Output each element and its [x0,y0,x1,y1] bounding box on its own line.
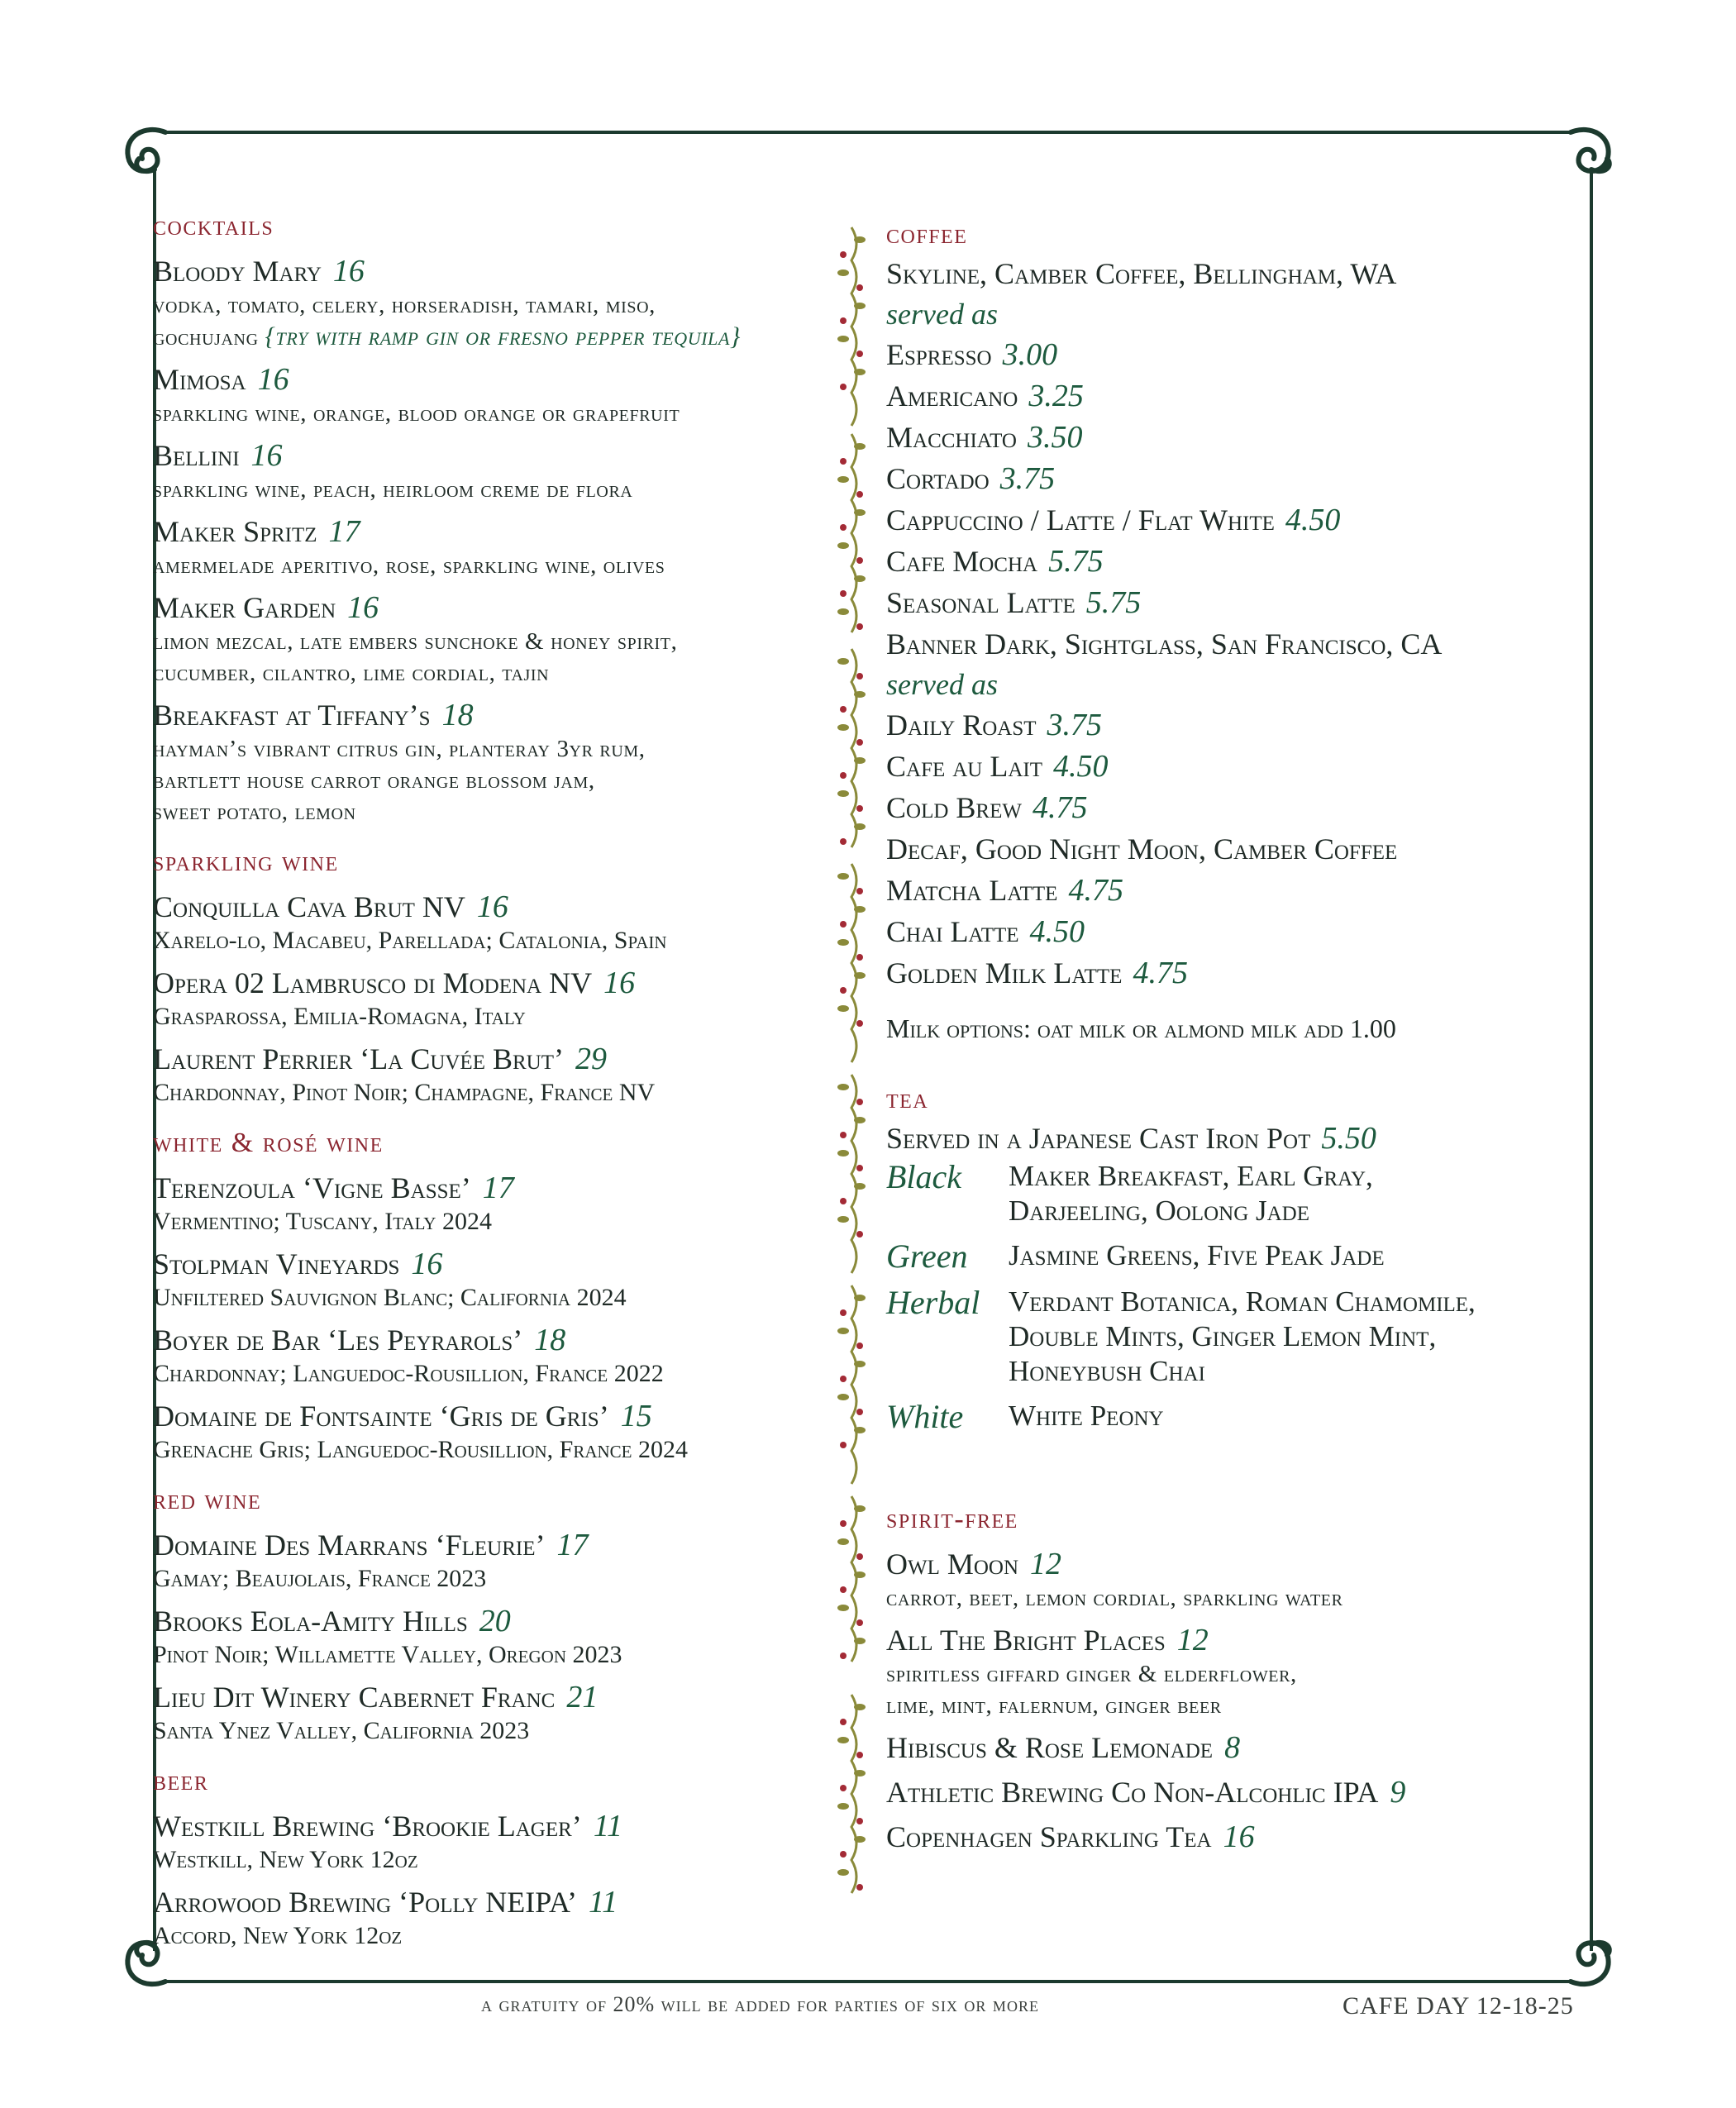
tea-varieties: Darjeeling, Oolong Jade [1009,1195,1309,1227]
item-price: 17 [556,1528,589,1562]
menu-item [153,513,839,581]
item-name: Brooks Eola-Amity Hills [153,1605,468,1638]
vine-berry [840,1198,847,1204]
item-name: Westkill Brewing ‘Brookie Lager’ [153,1810,582,1843]
vine-leaf [854,236,866,243]
vine-leaf [854,1770,866,1777]
served-as-label: served as [886,298,998,331]
drink-price: 4.50 [1029,914,1085,949]
item-name: Bloody Mary [153,255,322,288]
vine-stem [851,649,856,847]
item-description: gochujang [153,324,259,351]
vine-berry [840,1653,847,1659]
vine-leaf [854,509,866,516]
menu-item [153,1603,839,1671]
vine-leaf [854,1505,866,1512]
vine-berry [856,739,863,746]
item-price: 12 [1176,1623,1209,1657]
vine-berry [856,1884,863,1891]
drink-price: 4.50 [1053,749,1109,784]
vine-leaf [854,1295,866,1301]
item-name: Hibiscus & Rose Lemonade [886,1731,1214,1764]
vine-berry [840,1132,847,1138]
drink-price: 3.25 [1028,379,1084,413]
menu-item [153,589,839,689]
item-price: 16 [476,889,508,924]
vine-berry [840,1851,847,1858]
vine-leaf [854,823,866,830]
section-title-red-wine: red wine [153,1485,262,1515]
section-title-coffee: coffee [886,219,968,250]
item-price: 16 [1223,1819,1255,1854]
vine-stem [851,434,856,632]
item-description: Gamay; Beaujolais, France 2023 [153,1565,487,1592]
item-price: 16 [257,362,289,397]
item-name: Breakfast at Tiffany’s [153,699,431,732]
served-as-label: served as [886,668,998,701]
vine-leaf [837,1394,849,1400]
tea-type: Herbal [886,1284,980,1321]
vine-berry [856,888,863,894]
coffee-drink [886,582,1630,623]
item-name: Opera 02 Lambrusco di Modena NV [153,966,593,999]
item-name: Maker Garden [153,591,336,624]
tea-row [886,1399,1630,1435]
drink-name: Matcha Latte [886,874,1058,907]
drink-name: Daily Roast [886,708,1037,742]
menu-item [153,1398,839,1466]
vine-leaf [837,1803,849,1810]
menu-item [886,1729,1630,1766]
item-description: cucumber, cilantro, lime cordial, tajin [153,660,550,686]
item-description: sparkling wine, peach, heirloom creme de flora [153,476,633,503]
vine-leaf [854,443,866,450]
vine-leaf [837,336,849,342]
item-price: 29 [575,1042,607,1076]
section-title-tea: tea [886,1084,929,1114]
milk-options: Milk options: oat milk or almond milk add 1.00 [886,1013,1396,1043]
item-description: Accord, New York 12oz [153,1922,403,1949]
drink-name: Cold Brew [886,791,1022,824]
vine-stem [851,1285,856,1484]
vine-berry [840,706,847,713]
vine-berry [856,491,863,498]
vine-berry [856,284,863,291]
vine-berry [840,987,847,994]
item-name: Stolpman Vineyards [153,1247,400,1281]
item-price: 21 [566,1680,599,1715]
vine-berry [840,458,847,465]
tea-varieties: Honeybush Chai [1009,1355,1205,1387]
vine-berry [856,1020,863,1027]
vine-leaf [837,542,849,549]
tea-varieties: Verdant Botanica, Roman Chamomile, [1009,1285,1476,1318]
item-name: Owl Moon [886,1548,1019,1581]
item-price: 16 [347,590,379,625]
tea-varieties: Jasmine Greens, Five Peak Jade [1009,1239,1385,1271]
drink-price: 4.75 [1032,790,1088,825]
vine-stem [851,1695,856,1893]
vine-leaf [837,939,849,946]
item-name: Copenhagen Sparkling Tea [886,1820,1212,1853]
item-price: 16 [250,438,283,473]
vine-leaf [854,1117,866,1123]
vine-berry [840,524,847,531]
tea-price: 5.50 [1321,1121,1376,1156]
menu-item [886,1622,1630,1721]
drink-price: 4.50 [1285,503,1341,537]
menu-item [153,361,839,429]
item-name: Arrowood Brewing ‘Polly NEIPA’ [153,1886,577,1919]
item-price: 12 [1030,1547,1062,1581]
decaf-line: Decaf, Good Night Moon, Camber Coffee [886,832,1398,866]
tea-served: Served in a Japanese Cast Iron Pot [886,1122,1311,1155]
item-description: Westkill, New York 12oz [153,1846,418,1873]
vine-berry [856,1343,863,1349]
vine-berry [856,1752,863,1758]
vine-berry [840,1719,847,1725]
corner-scroll-top-right [1571,130,1610,171]
section-title-spirit-free: spirit-free [886,1504,1018,1534]
tea-row [886,1238,1630,1275]
vine-leaf [837,1538,849,1545]
drink-name: Cappuccino / Latte / Flat White [886,503,1275,537]
item-price: 16 [332,254,365,289]
vine-leaf [854,1361,866,1367]
vine-leaf [837,1869,849,1876]
vine-berry [856,1099,863,1105]
menu-item [153,1808,839,1876]
vine-berry [840,838,847,845]
vine-berry [840,251,847,258]
item-price: 16 [411,1247,443,1281]
item-name: All The Bright Places [886,1624,1166,1657]
vine-berry [840,384,847,390]
drink-price: 5.75 [1048,544,1104,579]
vine-berry [840,921,847,928]
drink-name: Macchiato [886,421,1017,454]
menu-item [153,1170,839,1238]
vine-leaf [854,1638,866,1644]
item-description: Pinot Noir; Willamette Valley, Oregon 2023 [153,1641,622,1668]
vine-divider-ornament [837,227,866,1893]
drink-price: 5.75 [1085,585,1142,620]
item-description: amermelade aperitivo, rose, sparkling wine, olives [153,552,665,579]
tea-varieties: White Peony [1009,1400,1164,1432]
vine-leaf [854,757,866,764]
vine-leaf [837,724,849,731]
menu-item [153,437,839,505]
item-description: Grasparossa, Emilia-Romagna, Italy [153,1003,526,1030]
item-price: 11 [589,1885,618,1920]
item-price: 16 [603,966,636,1000]
item-description: Xarelo-lo, Macabeu, Parellada; Catalonia, Spain [153,927,667,954]
item-description: sparkling wine, orange, blood orange or grapefruit [153,400,680,427]
vine-leaf [854,691,866,698]
vine-leaf [837,269,849,276]
vine-berry [856,623,863,630]
item-price: 8 [1224,1730,1241,1765]
vine-leaf [837,658,849,665]
section-title-white-rose-wine: white & rosé wine [153,1128,384,1158]
tea-row [886,1285,1630,1389]
vine-berry [840,772,847,779]
vine-leaf [854,369,866,375]
coffee-drink [886,911,1630,952]
vine-leaf [854,906,866,913]
vine-stem [851,227,856,426]
item-price: 15 [620,1399,652,1433]
vine-berry [856,805,863,812]
section-title-beer: beer [153,1766,209,1796]
item-name: Bellini [153,439,240,472]
tea-type: White [886,1398,964,1435]
vine-leaf [837,476,849,483]
coffee-drink [886,417,1630,458]
drink-name: Seasonal Latte [886,586,1075,619]
drink-price: 4.75 [1133,956,1188,990]
item-description: lime, mint, falernum, ginger beer [886,1692,1222,1719]
item-description: sweet potato, lemon [153,799,356,825]
vine-berry [856,954,863,961]
vine-leaf [837,1328,849,1334]
drink-price: 4.75 [1068,873,1123,908]
item-name: Domaine de Fontsainte ‘Gris de Gris’ [153,1400,609,1433]
vine-leaf [854,1183,866,1190]
coffee-drink [886,952,1630,994]
gratuity-note: a gratuity of 20% will be added for parties of six or more [481,1992,1039,2016]
item-description: Santa Ynez Valley, California 2023 [153,1717,530,1744]
item-description: Chardonnay; Languedoc-Rousillion, France 2022 [153,1360,664,1387]
tea-row [886,1159,1630,1228]
coffee-drink [886,870,1630,911]
vine-berry [840,1309,847,1316]
vine-berry [856,1165,863,1171]
drink-price: 3.75 [999,461,1056,496]
coffee-drink [886,334,1630,375]
tea-type: Green [886,1238,968,1275]
item-price: 17 [328,514,360,549]
vine-leaf [837,873,849,880]
vine-leaf [837,1737,849,1743]
item-description: spiritless giffard ginger & elderflower, [886,1661,1297,1687]
vine-leaf [854,972,866,979]
menu-item [886,1774,1630,1810]
vine-berry [856,351,863,357]
vine-leaf [837,1005,849,1012]
vine-leaf [854,1427,866,1433]
menu-item [153,1527,839,1595]
vine-berry [840,1442,847,1448]
item-description: Vermentino; Tuscany, Italy 2024 [153,1208,492,1235]
vine-leaf [837,608,849,615]
item-price: 18 [534,1323,566,1357]
vine-berry [840,317,847,324]
vine-leaf [837,1605,849,1611]
vine-berry [856,1553,863,1560]
vine-berry [856,1231,863,1238]
drink-name: Espresso [886,338,992,371]
coffee-roast: Skyline, Camber Coffee, Bellingham, WA [886,257,1397,290]
vine-berry [840,1376,847,1382]
menu-item [153,253,839,353]
vine-leaf [837,1150,849,1157]
item-name: Boyer de Bar ‘Les Peyrarols’ [153,1323,523,1357]
menu-date-label: CAFE DAY 12-18-25 [1343,1992,1574,2020]
vine-leaf [854,575,866,582]
menu-item [886,1546,1630,1614]
item-name: Lieu Dit Winery Cabernet Franc [153,1681,556,1714]
item-name: Domaine Des Marrans ‘Fleurie’ [153,1529,546,1562]
item-description: limon mezcal, late embers sunchoke & honey spirit, [153,628,678,655]
item-name: Athletic Brewing Co Non-Alcohlic IPA [886,1776,1379,1809]
right-column [886,217,1630,1855]
vine-stem [851,1496,856,1662]
vine-leaf [854,1571,866,1578]
section-title-sparkling-wine: sparkling wine [153,847,339,877]
vine-leaf [837,1084,849,1090]
item-price: 11 [593,1809,622,1843]
vine-berry [840,1520,847,1527]
drink-name: Americano [886,379,1018,413]
menu-item [153,1246,839,1314]
coffee-drink [886,704,1630,746]
vine-stem [851,864,856,1062]
vine-berry [840,1785,847,1791]
vine-leaf [837,790,849,797]
drink-price: 3.75 [1047,708,1102,742]
tea-varieties: Maker Breakfast, Earl Gray, [1009,1160,1373,1192]
item-description: bartlett house carrot orange blossom jam, [153,767,595,794]
coffee-drink [886,787,1630,828]
item-description: vodka, tomato, celery, horseradish, tamari, miso, [153,292,656,318]
item-description: hayman’s vibrant citrus gin, planteray 3yr rum, [153,736,646,762]
item-description: Grenache Gris; Languedoc-Rousillion, France 2024 [153,1436,689,1463]
coffee-drink [886,458,1630,499]
coffee-drink [886,541,1630,582]
vine-berry [856,1619,863,1626]
corner-scroll-top-left [127,130,165,171]
menu-item [153,697,839,827]
coffee-drink [886,375,1630,417]
left-column [153,208,839,1952]
menu-item [153,1679,839,1747]
vine-berry [840,1586,847,1593]
item-description: Chardonnay, Pinot Noir; Champagne, France NV [153,1079,656,1106]
drink-name: Chai Latte [886,915,1019,948]
menu-item [153,1041,839,1109]
vine-leaf [854,1836,866,1843]
tea-served-line [886,1118,1630,1159]
vine-leaf [837,1216,849,1223]
vine-berry [856,557,863,564]
vine-berry [840,590,847,597]
menu-item [153,965,839,1033]
drink-price: 3.50 [1027,420,1083,455]
item-price: 9 [1390,1775,1406,1810]
vine-berry [856,1409,863,1415]
tea-type: Black [886,1158,962,1195]
drink-name: Cortado [886,462,990,495]
item-name: Conquilla Cava Brut NV [153,890,465,923]
tea-varieties: Double Mints, Ginger Lemon Mint, [1009,1320,1437,1352]
item-name: Laurent Perrier ‘La Cuvée Brut’ [153,1042,564,1075]
item-price: 20 [479,1604,511,1638]
drink-name: Cafe Mocha [886,545,1038,578]
item-name: Terenzoula ‘Vigne Basse’ [153,1171,471,1204]
item-suggestion: {try with ramp gin or fresno pepper tequila} [265,322,742,351]
coffee-roast: Banner Dark, Sightglass, San Francisco, CA [886,627,1443,661]
drink-name: Cafe au Lait [886,750,1042,783]
vine-stem [851,1075,856,1273]
item-price: 17 [482,1171,514,1205]
menu-item [153,1322,839,1390]
drink-name: Golden Milk Latte [886,956,1123,990]
vine-berry [856,1818,863,1824]
vine-berry [856,673,863,680]
menu-item [153,1884,839,1952]
coffee-drink [886,746,1630,787]
item-name: Maker Spritz [153,515,317,548]
drink-price: 3.00 [1002,337,1058,372]
menu-item [886,1819,1630,1855]
section-title-cocktails: cocktails [153,211,274,241]
coffee-drink [886,499,1630,541]
item-price: 18 [441,698,474,732]
item-name: Mimosa [153,363,246,396]
item-description: carrot, beet, lemon cordial, sparkling water [886,1585,1343,1611]
vine-leaf [854,303,866,309]
menu-item [153,889,839,956]
vine-leaf [854,1704,866,1710]
item-description: Unfiltered Sauvignon Blanc; California 2024 [153,1284,627,1311]
